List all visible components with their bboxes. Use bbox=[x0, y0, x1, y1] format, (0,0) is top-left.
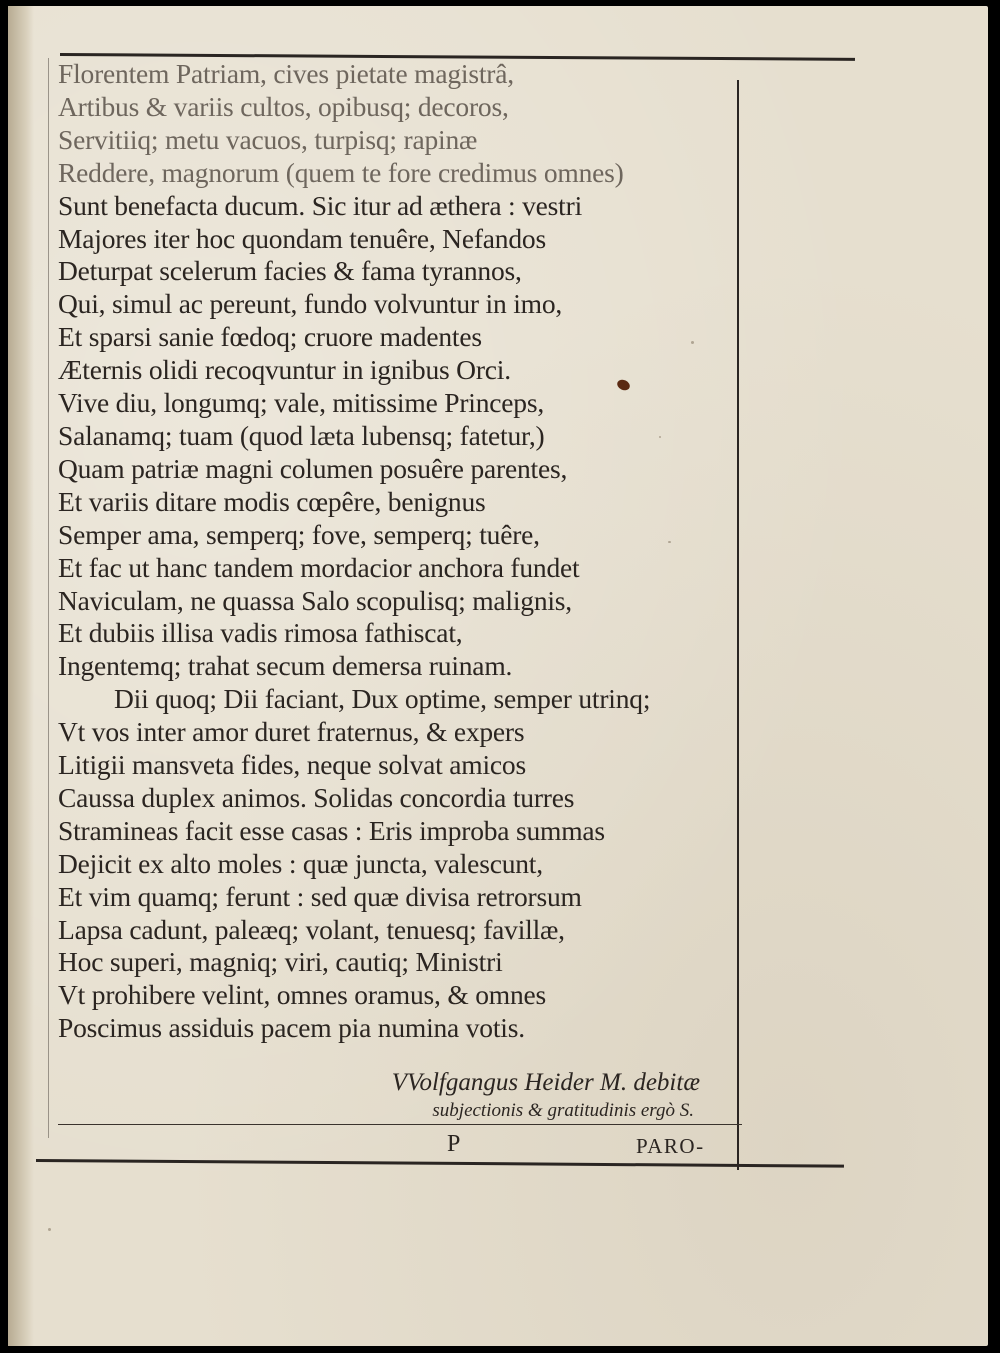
verse-line: Florentem Patriam, cives pietate magistrâ, bbox=[58, 58, 514, 89]
page-gutter-shadow bbox=[8, 6, 34, 1346]
verse-line: Litigii mansveta fides, neque solvat amicos bbox=[58, 749, 526, 781]
verse-line: Et sparsi sanie fœdoq; cruore madentes bbox=[58, 321, 482, 353]
paper-speck bbox=[659, 436, 661, 438]
verse-line: Et fac ut hanc tandem mordacior anchora fundet bbox=[58, 551, 580, 583]
verse-line: Majores iter hoc quondam tenuêre, Nefandos bbox=[58, 222, 546, 254]
paper-speck bbox=[48, 1228, 51, 1231]
paper-speck bbox=[691, 341, 694, 344]
verse-line: Lapsa cadunt, paleæq; volant, tenuesq; favillæ, bbox=[58, 913, 565, 945]
book-page bbox=[8, 6, 988, 1346]
footer-rule bbox=[58, 1124, 742, 1125]
verse-line: Servitiiq; metu vacuos, turpisq; rapinæ bbox=[58, 123, 478, 155]
catchword: PARO- bbox=[636, 1134, 705, 1158]
verse-line: Ingentemq; trahat secum demersa ruinam. bbox=[58, 650, 513, 682]
paper-speck bbox=[668, 541, 671, 543]
bottom-rule bbox=[36, 1159, 844, 1168]
verse-line: Salanamq; tuam (quod læta lubensq; fatetur,) bbox=[58, 419, 545, 451]
verse-line: Dejicit ex alto moles : quæ juncta, valescunt, bbox=[58, 847, 543, 879]
verse-line: Semper ama, semperq; fove, semperq; tuêre, bbox=[58, 518, 540, 550]
verse-line: Qui, simul ac pereunt, fundo volvuntur in imo, bbox=[58, 288, 563, 320]
verse-line: Sunt benefacta ducum. Sic itur ad æthera : vestri bbox=[58, 189, 583, 221]
verse-line: Artibus & variis cultos, opibusq; decoros, bbox=[58, 90, 509, 122]
signature-name: VVolfgangus Heider M. debitæ bbox=[391, 1069, 700, 1096]
verse-line: Hoc superi, magniq; viri, cautiq; Ministri bbox=[58, 946, 503, 978]
verse-line: Vt vos inter amor duret fraternus, & expers bbox=[58, 716, 525, 748]
verse-line: Et dubiis illisa vadis rimosa fathiscat, bbox=[58, 617, 463, 649]
verse-line: Poscimus assiduis pacem pia numina votis. bbox=[58, 1012, 525, 1044]
verse-line: Naviculam, ne quassa Salo scopulisq; malignis, bbox=[58, 584, 572, 616]
verse-line: Et vim quamq; ferunt : sed quæ divisa retrorsum bbox=[58, 880, 582, 912]
signature-dedication: subjectionis & gratitudinis ergò S. bbox=[432, 1100, 694, 1121]
verse-line: Reddere, magnorum (quem te fore credimus omnes) bbox=[58, 156, 624, 188]
signature-block bbox=[338, 1068, 738, 1124]
signature-mark: P bbox=[447, 1131, 461, 1157]
verse-line: Caussa duplex animos. Solidas concordia turres bbox=[58, 781, 575, 813]
verse-line: Deturpat scelerum facies & fama tyrannos, bbox=[58, 255, 522, 287]
verse-line: Æternis olidi recoqvuntur in ignibus Orci. bbox=[58, 354, 511, 386]
verse-line: Et variis ditare modis cœpêre, benignus bbox=[58, 485, 486, 517]
verse-line: Dii quoq; Dii faciant, Dux optime, semper utrinq; bbox=[114, 683, 651, 715]
left-rule bbox=[48, 58, 49, 1138]
verse-line: Vive diu, longumq; vale, mitissime Princeps, bbox=[58, 387, 545, 419]
verse-line: Vt prohibere velint, omnes oramus, & omnes bbox=[58, 979, 547, 1011]
poem-text bbox=[58, 58, 758, 1045]
verse-line: Stramineas facit esse casas : Eris improba summas bbox=[58, 814, 605, 846]
verse-line: Quam patriæ magni columen posuêre parentes, bbox=[58, 452, 568, 484]
